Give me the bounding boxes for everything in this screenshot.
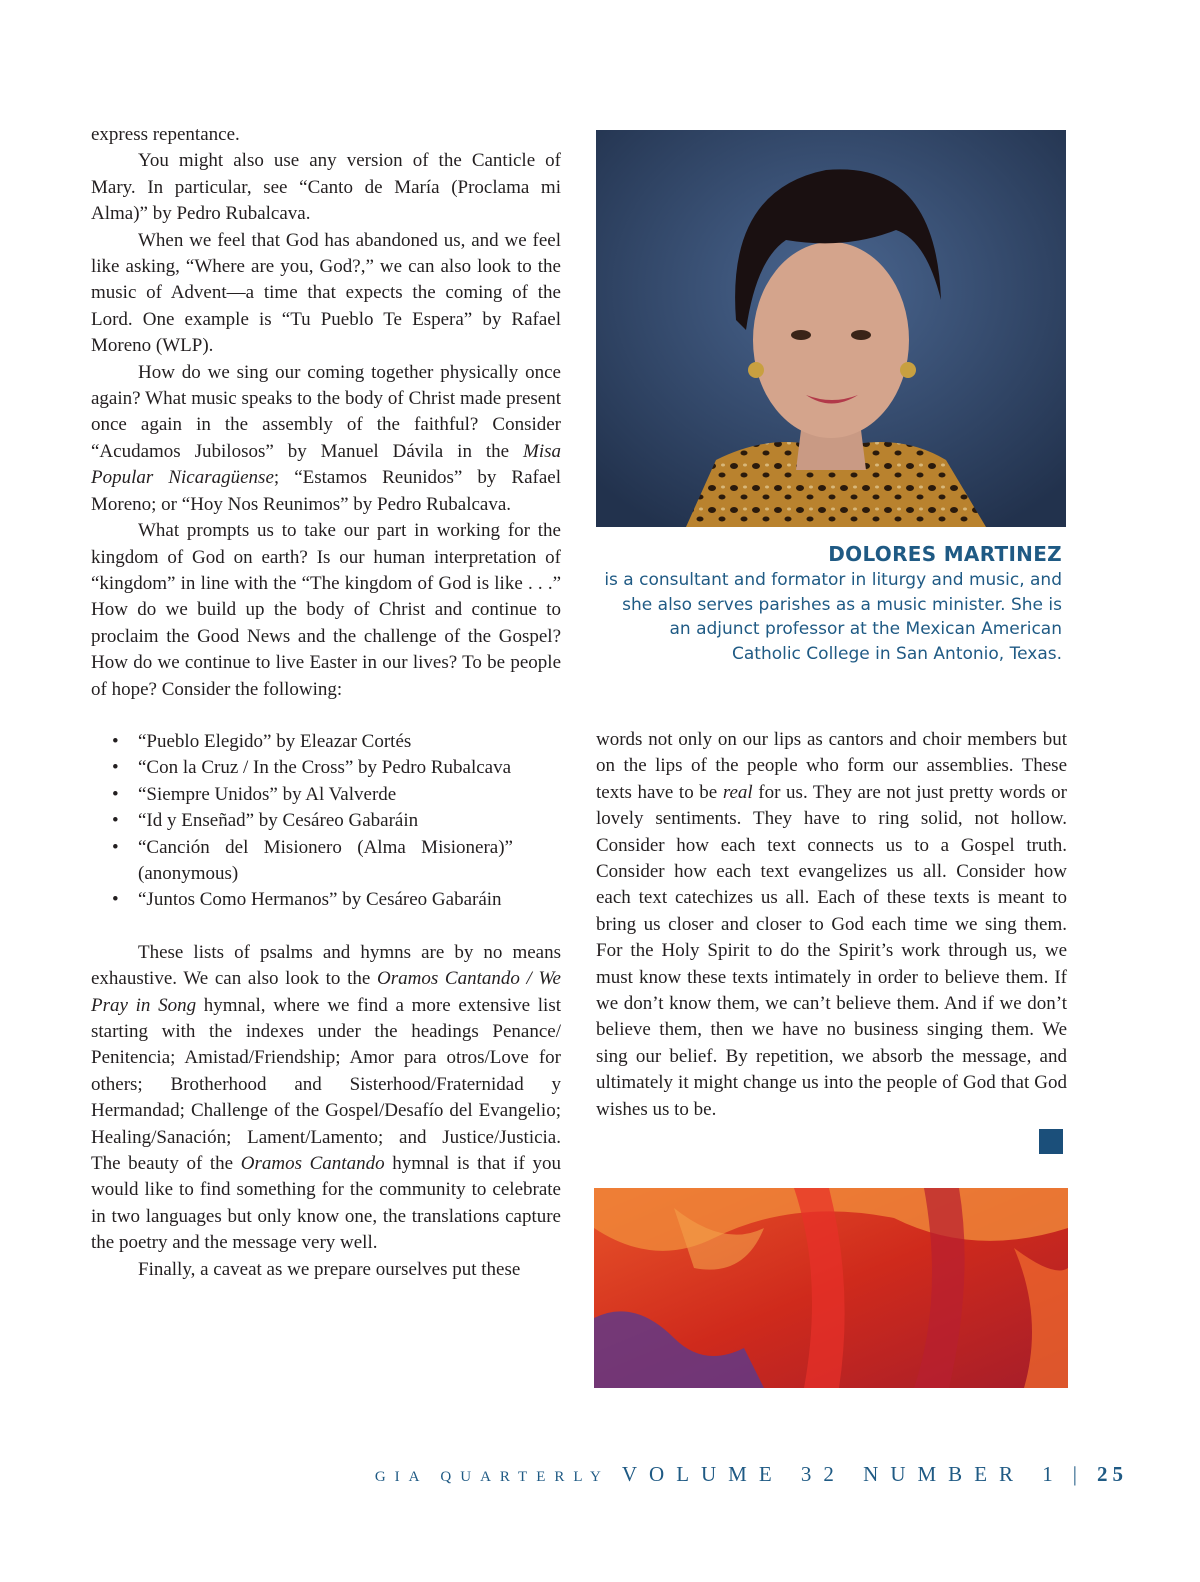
list-item: • “Juntos Como Hermanos” by Cesáreo Gabaráin [138, 887, 513, 913]
text-run: hymnal is that if you would like to find something for the community to celebrate in two languages but only know one, the translations capture the poetry and the message very well. [91, 1153, 561, 1254]
magazine-name: GIA QUARTERLY [374, 1469, 610, 1485]
page-footer [375, 1462, 1128, 1487]
text-run: words not only on our lips as cantors and choir members but on the lips of the people who form our assemblies. These texts have to be [596, 729, 1067, 803]
list-item: • “Pueblo Elegido” by Eleazar Cortés [138, 729, 513, 755]
paragraph: You might also use any version of the Canticle of Mary. In particular, see “Canto de María (Proclama mi Alma)” by Pedro Rubalcava. [91, 150, 561, 225]
end-of-article-mark [1039, 1129, 1063, 1154]
page-number: 25 [1097, 1462, 1128, 1486]
paragraph: When we feel that God has abandoned us, and we feel like asking, “Where are you, God?,” we can also look to the music of Advent—a time that expects the coming of the Lord. One example is “Tu Pueblo Te Espera” by Rafael Moreno (WLP). [91, 229, 561, 357]
italic-title: Oramos Cantando / We Pray in Song [91, 968, 561, 1016]
paragraph: What prompts us to take our part in working for the kingdom of God on earth? Is our human interpretation of “kingdom” in line with the “The kingdom of God is like . . .” How do we build up the body of Christ and continue to proclaim the Good News and the challenge of the Gospel? How do we continue to live Easter in our lives? To be people of hope? Consider the following: [91, 520, 561, 700]
paragraph [91, 360, 561, 518]
right-text-column [596, 727, 1067, 1123]
author-photo [596, 130, 1066, 527]
list-item: • “Id y Enseñad” by Cesáreo Gabaráin [138, 808, 513, 834]
abstract-painting [594, 1188, 1068, 1388]
italic-title: Misa Popular Nicaragüense [91, 440, 561, 489]
list-item: • “Siempre Unidos” by Al Valverde [138, 782, 513, 808]
italic-title: Oramos Cantando [240, 1153, 385, 1175]
paragraph: Finally, a caveat as we prepare ourselves put these [138, 1258, 521, 1280]
volume-number: VOLUME 32 NUMBER 1 [621, 1462, 1065, 1486]
paragraph [91, 940, 561, 1257]
list-item: • “Canción del Misionero (Alma Misionera)” (anonymous) [138, 835, 513, 888]
text-run: How do we sing our coming together physically once again? What music speaks to the body of Christ made present once again in the assembly of the faithful? Consider “Acudamos Jubilosos” by Manuel Dávila in the [91, 361, 561, 462]
portrait-illustration [596, 130, 1066, 527]
text-run: These lists of psalms and hymns are by no means exhaustive. We can also look to the [91, 941, 561, 990]
paragraph [596, 727, 1067, 1123]
italic-word: real [722, 781, 753, 803]
author-bio [596, 541, 1062, 666]
author-name: DOLORES MARTINEZ [828, 542, 1062, 566]
text-run: for us. They are not just pretty words or lovely sentiments. They have to ring solid, not hollow. Consider how each text connects us to a Gospel truth. Consider how each text evangelizes us all. Consider how each text catechizes us all. Each of these texts is meant to bring us closer and closer to God each time we sing them. For the Holy Spirit to do the Spirit’s work through us, we must know these texts intimately in order to believe them. If we don’t know them, we can’t believe them. And if we don’t believe them, then we have no business singing them. We sing our belief. By repetition, we absorb the message, and ultimately it might change us into the people of God that God wishes us to be. [596, 781, 1067, 1120]
left-text-column [91, 122, 561, 1283]
paragraph: express repentance. [91, 124, 240, 145]
text-run: hymnal, where we find a more extensive list starting with the indexes under the headings Penance/ Penitencia; Amistad/Friendship; Amor para otros/Love for others; Brotherhood and Sisterhood/Fraternidad y Hermandad; Challenge of the Gospel/Desafío del Evangelio; Healing/Sanación; Lament/Lamento; and Justice/Justicia. The beauty of the [91, 994, 561, 1175]
list-item: • “Con la Cruz / In the Cross” by Pedro Rubalcava [138, 755, 513, 781]
author-description: is a consultant and formator in liturgy and music, and she also serves parishes as a music minister. She is an adjunct professor at the Mexican American Catholic College in San Antonio, Texas. [604, 570, 1062, 664]
text-run: ; “Estamos Reunidos” by Rafael Moreno; or “Hoy Nos Reunimos” by Pedro Rubalcava. [91, 467, 561, 515]
footer-separator: | [1072, 1462, 1077, 1486]
hymn-list [91, 729, 561, 914]
painting-illustration [594, 1188, 1068, 1388]
